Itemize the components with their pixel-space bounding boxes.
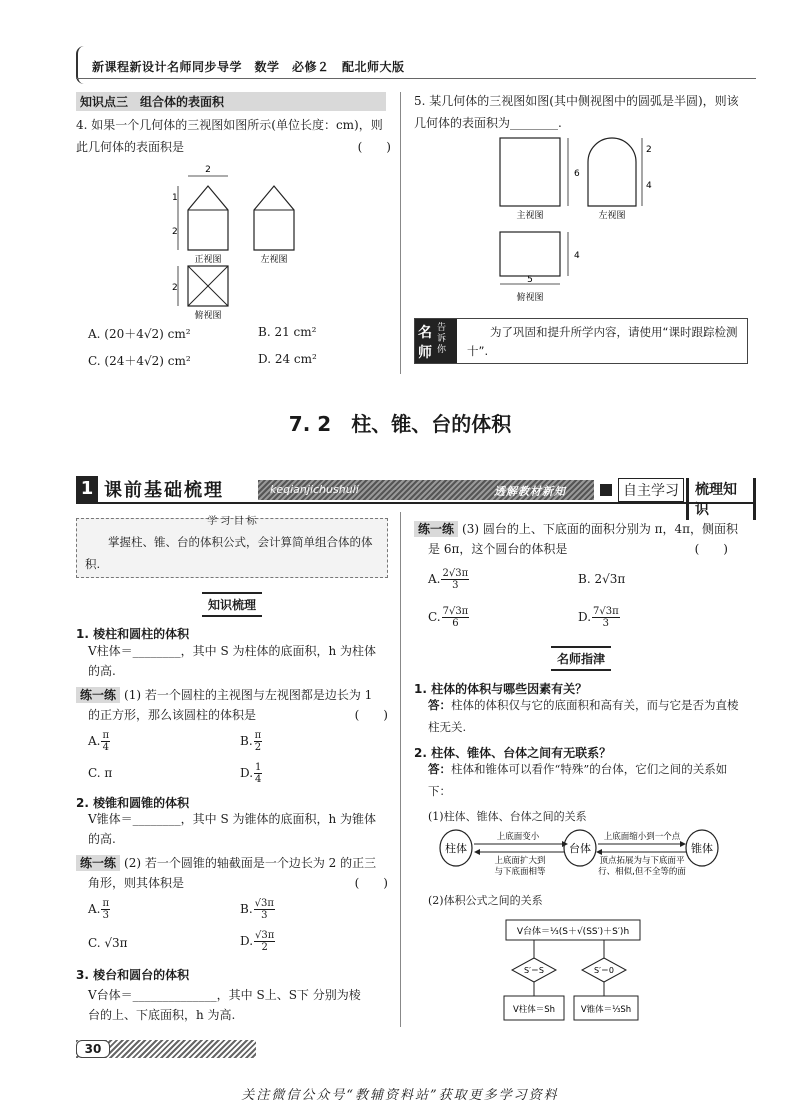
k3-title: 3. 棱台和圆台的体积 bbox=[76, 968, 190, 982]
learning-goals-text: 掌握柱、锥、台的体积公式，会计算简单组合体的体积. bbox=[85, 535, 373, 571]
edge-label-bottom-left-2: 与下底面相等 bbox=[494, 867, 546, 877]
relation-diagram bbox=[430, 826, 750, 884]
section-title: 7. 2 柱、锥、台的体积 bbox=[288, 412, 512, 436]
exercise-3 bbox=[414, 518, 748, 540]
side-view-shape bbox=[588, 138, 636, 206]
fraction: $\frac{2√3\pi}{3}$ bbox=[442, 568, 469, 591]
option-b[interactable]: B. 21 cm² bbox=[258, 325, 317, 339]
top-view-shape bbox=[500, 232, 560, 276]
dim-2-left: 2 bbox=[172, 227, 178, 237]
exercise-2-text1: (2) 若一个圆锥的轴截面是一个边长为 2 的正三 bbox=[124, 856, 377, 870]
answer-label: 答： bbox=[428, 698, 451, 712]
banner-tag-review: 梳理知识 bbox=[686, 478, 756, 520]
g1-title: 1. 柱体的体积与哪些因素有关？ bbox=[414, 682, 588, 696]
teacher-tip-box bbox=[414, 318, 748, 364]
g2-sub2: (2)体积公式之间的关系 bbox=[428, 894, 543, 907]
header-divider bbox=[76, 78, 756, 79]
fraction: $\frac{\pi}{2}$ bbox=[254, 730, 262, 753]
k3-text1: V台体＝______________，其中 S上、S下 分别为棱 bbox=[88, 988, 361, 1002]
section3-heading: 知识点三 组合体的表面积 bbox=[76, 92, 386, 111]
edge-label-bottom-right-1: 顶点拓展为与下底面平 bbox=[599, 856, 685, 866]
badge-gaosuni: 告诉你 bbox=[437, 323, 447, 355]
exercise-2-line2 bbox=[88, 872, 388, 894]
banner-number: 1 bbox=[76, 476, 98, 502]
ex2-option-c[interactable]: C. √3π bbox=[88, 936, 128, 950]
exercise-tag: 练一练 bbox=[414, 521, 458, 537]
flow-top-formula: V台体＝⅓(S＋√(SS′)＋S′)h bbox=[516, 927, 630, 937]
exercise-tag: 练一练 bbox=[76, 855, 120, 871]
option-d[interactable]: D. 24 cm² bbox=[258, 352, 317, 366]
ex3-option-c[interactable]: C. $\frac{7√3\pi}{6}$ bbox=[428, 606, 469, 629]
dim-6: 6 bbox=[574, 169, 580, 179]
q4-three-views-figure bbox=[160, 162, 330, 320]
dim-5: 5 bbox=[527, 275, 533, 285]
g2-answer-text: 柱体和锥体可以看作“特殊”的台体，它们之间的关系如下： bbox=[428, 762, 728, 798]
top-view-label: 俯视图 bbox=[194, 311, 222, 320]
footer-note: 关注微信公众号“教辅资料站”获取更多学习资料 bbox=[241, 1088, 559, 1103]
node-zhuiti-label: 锥体 bbox=[691, 842, 713, 855]
exercise-3-text2: 是 6π，这个圆台的体积是 bbox=[428, 542, 568, 556]
exercise-2 bbox=[76, 852, 388, 874]
badge-shi: 师 bbox=[418, 345, 432, 361]
front-view-shape bbox=[188, 186, 228, 250]
flow-cond-left: S′＝S bbox=[524, 966, 544, 975]
formula-flowchart bbox=[494, 918, 654, 1026]
knowledge-title: 知识梳理 bbox=[202, 592, 262, 617]
dim-2-top-view: 2 bbox=[172, 283, 178, 293]
ex2-option-b[interactable]: B. $\frac{√3\pi}{3}$ bbox=[240, 898, 274, 921]
flow-result-left: V柱体＝Sh bbox=[512, 1005, 556, 1015]
column-divider-upper bbox=[400, 92, 401, 374]
badge-ming: 名 bbox=[418, 325, 432, 341]
ex1-option-d[interactable]: D. $\frac{1}{4}$ bbox=[240, 762, 262, 785]
flow-result-right: V锥体＝⅓Sh bbox=[580, 1005, 632, 1015]
question-4-text: 4. 如果一个几何体的三视图如图所示(单位长度：cm)，则此几何体的表面积是 bbox=[76, 118, 383, 154]
dim-2: 2 bbox=[646, 145, 652, 155]
banner-slogan: 透解教材新知 bbox=[494, 485, 566, 498]
learning-goals-title: 学 习 目 标 bbox=[207, 516, 257, 527]
fraction: $\frac{√3\pi}{3}$ bbox=[254, 898, 274, 921]
exercise-1-text1: (1) 若一个圆柱的主视图与左视图都是边长为 1 bbox=[124, 688, 373, 702]
option-a[interactable]: A. (20＋4√2) cm² bbox=[88, 327, 191, 341]
exercise-1-line2 bbox=[88, 704, 388, 726]
question-5: 5. 某几何体的三视图如图(其中侧视图中的圆弧是半圆)，则该几何体的表面积为________. bbox=[414, 94, 739, 130]
ex3-option-b[interactable]: B. 2√3π bbox=[578, 572, 626, 586]
node-taiti-label: 台体 bbox=[569, 842, 591, 855]
edge-label-top-right: 上底面缩小到一个点 bbox=[603, 832, 681, 842]
front-view-shape bbox=[500, 138, 560, 206]
edge-label-bottom-right-2: 行、相似,但不全等的面 bbox=[598, 867, 686, 877]
ex1-option-c[interactable]: C. π bbox=[88, 766, 113, 780]
answer-paren: ( ) bbox=[357, 140, 391, 154]
k2-title: 2. 棱锥和圆锥的体积 bbox=[76, 796, 190, 810]
teacher-tip-text: 为了巩固和提升所学内容，请使用“课时跟踪检测十”. bbox=[467, 325, 738, 358]
side-view-shape bbox=[254, 186, 294, 250]
column-divider-lower bbox=[400, 512, 401, 1027]
fraction: $\frac{7√3\pi}{6}$ bbox=[442, 606, 469, 629]
answer-label: 答： bbox=[428, 762, 451, 776]
k1-title: 1. 棱柱和圆柱的体积 bbox=[76, 627, 190, 641]
fraction: $\frac{7√3\pi}{3}$ bbox=[593, 606, 619, 629]
g2-title: 2. 柱体、锥体、台体之间有无联系？ bbox=[414, 746, 612, 760]
ex3-option-a[interactable]: A. $\frac{2√3\pi}{3}$ bbox=[428, 568, 469, 591]
banner-square-icon bbox=[600, 484, 612, 496]
guide-heading bbox=[414, 646, 748, 671]
k2-text2: 的高. bbox=[88, 832, 116, 846]
answer-paren: ( ) bbox=[694, 542, 728, 556]
fraction: $\frac{1}{4}$ bbox=[255, 762, 262, 785]
page-number: 30 bbox=[76, 1040, 110, 1058]
g1-answer-text: 柱体的体积仅与它的底面积和高有关，而与它是否为直棱柱无关. bbox=[428, 698, 739, 734]
ex1-option-b[interactable]: B. $\frac{\pi}{2}$ bbox=[240, 730, 262, 753]
g2-sub1: (1)柱体、锥体、台体之间的关系 bbox=[428, 810, 587, 823]
ex2-option-d[interactable]: D. $\frac{√3\pi}{2}$ bbox=[240, 930, 275, 953]
dim-2-top: 2 bbox=[205, 165, 211, 175]
guide-title: 名师指津 bbox=[551, 646, 611, 671]
top-view-label: 俯视图 bbox=[516, 293, 544, 303]
ex1-option-a[interactable]: A. $\frac{\pi}{4}$ bbox=[88, 730, 110, 753]
teacher-badge bbox=[415, 319, 457, 363]
exercise-1 bbox=[76, 684, 388, 706]
dim-4: 4 bbox=[646, 181, 652, 191]
question-4 bbox=[76, 114, 391, 158]
exercise-tag: 练一练 bbox=[76, 687, 120, 703]
side-view-label: 左视图 bbox=[598, 211, 626, 221]
fraction: $\frac{√3\pi}{2}$ bbox=[255, 930, 275, 953]
banner-pinyin: keqianjichushuli bbox=[270, 483, 359, 496]
g1-answer bbox=[428, 694, 748, 738]
exercise-2-text2: 角形，则其体积是 bbox=[88, 876, 185, 890]
exercise-3-line2 bbox=[428, 538, 728, 560]
node-zhuti-label: 柱体 bbox=[445, 842, 467, 855]
learning-goals-box bbox=[76, 518, 388, 578]
edge-label-top-left: 上底面变小 bbox=[496, 832, 540, 842]
side-view-label: 左视图 bbox=[260, 255, 288, 265]
k1-text1: V柱体＝________，其中 S 为柱体的底面积，h 为柱体 bbox=[88, 644, 377, 658]
header-title: 新课程新设计名师同步导学 数学 必修２ 配北师大版 bbox=[92, 60, 405, 74]
g2-answer bbox=[428, 758, 748, 802]
k2-text1: V锥体＝________，其中 S 为锥体的底面积，h 为锥体 bbox=[88, 812, 377, 826]
dim-4-top: 4 bbox=[574, 251, 580, 261]
q5-three-views-figure bbox=[488, 132, 658, 308]
edge-label-bottom-left-1: 上底面扩大到 bbox=[494, 856, 546, 866]
ex2-option-a[interactable]: A. $\frac{\pi}{3}$ bbox=[88, 898, 110, 921]
fraction: $\frac{\pi}{3}$ bbox=[102, 898, 110, 921]
section-banner bbox=[76, 474, 756, 518]
answer-paren: ( ) bbox=[354, 876, 388, 890]
exercise-3-text1: (3) 圆台的上、下底面的面积分别为 π，4π，侧面积 bbox=[462, 522, 739, 536]
front-view-label: 正视图 bbox=[194, 255, 222, 265]
knowledge-heading bbox=[76, 592, 388, 617]
exercise-1-text2: 的正方形，那么该圆柱的体积是 bbox=[88, 708, 257, 722]
option-c[interactable]: C. (24＋4√2) cm² bbox=[88, 354, 191, 368]
front-view-label: 主视图 bbox=[516, 211, 544, 221]
banner-tag-self-study: 自主学习 bbox=[618, 478, 684, 502]
k1-text2: 的高. bbox=[88, 664, 116, 678]
k3-text2: 台的上、下底面积，h 为高. bbox=[88, 1008, 236, 1022]
banner-title: 课前基础梳理 bbox=[104, 480, 224, 501]
answer-paren: ( ) bbox=[354, 708, 388, 722]
fraction: $\frac{\pi}{4}$ bbox=[102, 730, 110, 753]
dim-1-left: 1 bbox=[172, 193, 178, 203]
flow-cond-right: S′＝0 bbox=[594, 966, 614, 975]
ex3-option-d[interactable]: D. $\frac{7√3\pi}{3}$ bbox=[578, 606, 619, 629]
